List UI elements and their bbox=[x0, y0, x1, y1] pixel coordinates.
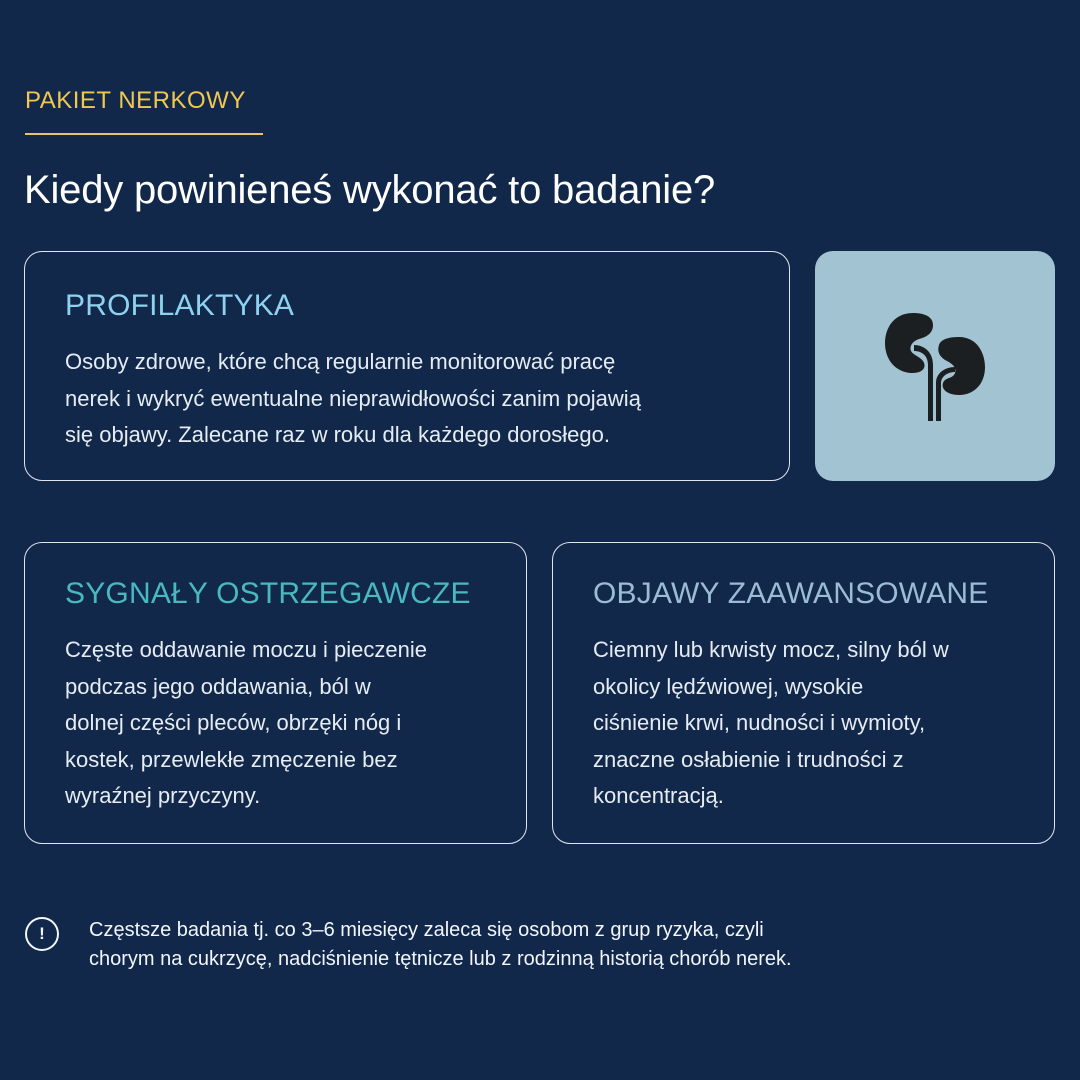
card-body bbox=[65, 632, 486, 815]
card-body bbox=[65, 344, 749, 454]
card-body-line: ciśnienie krwi, nudności i wymioty, bbox=[593, 710, 926, 735]
card-body-line: Ciemny lub krwisty mocz, silny ból w bbox=[593, 637, 949, 662]
card-objawy-zaawansowane bbox=[552, 542, 1055, 844]
eyebrow-label: PAKIET NERKOWY bbox=[25, 87, 246, 114]
note-line: Częstsze badania tj. co 3–6 miesięcy zaleca się osobom z grup ryzyka, czyli bbox=[89, 919, 764, 941]
card-body-line: koncentracją. bbox=[593, 783, 724, 808]
card-profilaktyka bbox=[24, 251, 790, 481]
page-title: Kiedy powinieneś wykonać to badanie? bbox=[24, 168, 716, 212]
exclamation-circle-icon: ! bbox=[25, 917, 59, 951]
eyebrow-divider bbox=[25, 133, 263, 135]
card-body-line: okolicy lędźwiowej, wysokie bbox=[593, 673, 864, 699]
card-body-line: Osoby zdrowe, które chcą regularnie monitorować pracę bbox=[65, 349, 616, 374]
card-body-line: podczas jego oddawania, ból w bbox=[65, 673, 371, 699]
card-body-line: kostek, przewlekłe zmęczenie bez bbox=[65, 746, 398, 772]
card-body-line: dolnej części pleców, obrzęki nóg i bbox=[65, 710, 402, 735]
info-note bbox=[25, 916, 929, 974]
card-body-line: znaczne osłabienie i trudności z bbox=[593, 746, 904, 772]
card-title: PROFILAKTYKA bbox=[65, 289, 295, 322]
card-body-line: wyraźnej przyczyny. bbox=[65, 783, 261, 808]
card-body-line: się objawy. Zalecane raz w roku dla każdego dorosłego. bbox=[65, 422, 611, 447]
kidneys-icon bbox=[883, 311, 987, 421]
kidney-illustration-tile bbox=[815, 251, 1055, 481]
card-body bbox=[593, 632, 1014, 815]
card-sygnaly-ostrzegawcze bbox=[24, 542, 527, 844]
card-body-line: nerek i wykryć ewentualne nieprawidłowości zanim pojawią bbox=[65, 385, 641, 411]
card-body-line: Częste oddawanie moczu i pieczenie bbox=[65, 637, 427, 662]
card-title: OBJAWY ZAAWANSOWANE bbox=[593, 577, 989, 610]
card-title: SYGNAŁY OSTRZEGAWCZE bbox=[65, 577, 471, 610]
note-line: chorym na cukrzycę, nadciśnienie tętnicze lub z rodzinną historią chorób nerek. bbox=[89, 948, 792, 970]
note-text bbox=[89, 916, 929, 974]
